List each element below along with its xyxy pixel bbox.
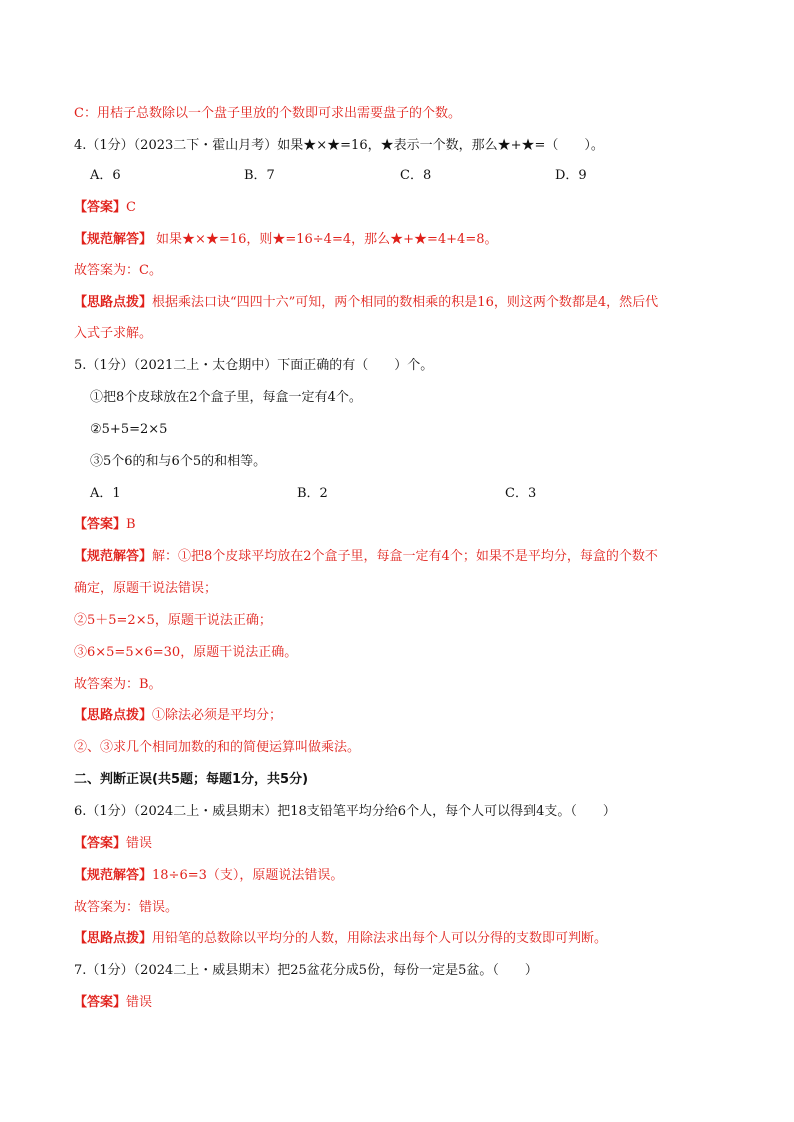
q7-answer — [74, 993, 152, 1013]
q6-conclusion: 故答案为：错误。 — [74, 900, 179, 915]
q5-explanation-3: ③6×5=5×6=30，原题干说法正确。 — [74, 645, 298, 660]
question-7: 7.（1分）（2024二上・威县期末）把25盆花分成5份，每份一定是5盆。（ ） — [74, 963, 538, 978]
question-6: 6.（1分）（2024二上・威县期末）把18支铅笔平均分给6个人，每个人可以得到4支。（ ） — [74, 804, 616, 819]
answer-label: 【答案】 — [74, 995, 127, 1010]
answer-label: 【答案】 — [74, 836, 127, 851]
explanation-label: 【规范解答】 — [74, 868, 153, 883]
q4-answer — [74, 198, 136, 218]
q5-statement-3: ③5个6的和与6个5的和相等。 — [90, 454, 267, 469]
q5-tip — [74, 706, 282, 726]
explanation-label: 【规范解答】 — [74, 232, 153, 247]
q6-answer — [74, 834, 152, 854]
q4-tip-text: 根据乘法口诀“四四十六”可知，两个相同的数相乘的积是16，则这两个数都是4，然后代 — [152, 295, 659, 310]
q4-option-a: A．6 — [90, 168, 121, 183]
q5-answer-value: B — [126, 517, 136, 532]
q5-option-b: B．2 — [297, 486, 328, 501]
tip-label: 【思路点拨】 — [74, 931, 153, 946]
q4-answer-value: C — [126, 200, 136, 215]
q4-explanation-text: 如果★×★=16，则★=16÷4=4，那么★+★=4+4=8。 — [156, 232, 498, 247]
q5-statement-1: ①把8个皮球放在2个盒子里，每盒一定有4个。 — [90, 390, 362, 405]
q4-option-b: B．7 — [244, 168, 275, 183]
q5-statement-2: ②5+5=2×5 — [90, 422, 168, 437]
section-heading: 二、判断正误(共5题；每题1分，共5分) — [74, 772, 309, 787]
q3-analysis-c: C：用桔子总数除以一个盘子里放的个数即可求出需要盘子的个数。 — [74, 106, 461, 121]
tip-label: 【思路点拨】 — [74, 708, 153, 723]
q5-explanation-2: ②5＋5=2×5，原题干说法正确； — [74, 613, 272, 628]
q5-explanation — [74, 547, 658, 567]
q4-option-c: C．8 — [400, 168, 432, 183]
q5-explanation-cont: 确定，原题干说法错误； — [74, 581, 218, 596]
q4-conclusion: 故答案为：C。 — [74, 263, 162, 278]
q6-explanation-text: 18÷6=3（支），原题说法错误。 — [152, 868, 344, 883]
answer-label: 【答案】 — [74, 200, 127, 215]
answer-label: 【答案】 — [74, 517, 127, 532]
q6-answer-value: 错误 — [126, 836, 153, 851]
question-4: 4.（1分）（2023二下・霍山月考）如果★×★=16，★表示一个数，那么★+★=（ ）。 — [74, 138, 604, 153]
q5-explanation-text: 解：①把8个皮球平均放在2个盒子里，每盒一定有4个；如果不是平均分，每盒的个数不 — [152, 549, 658, 564]
q4-tip-cont: 入式子求解。 — [74, 326, 153, 341]
q5-tip-text: ①除法必须是平均分； — [152, 708, 283, 723]
q6-explanation — [74, 866, 343, 886]
q4-explanation — [74, 230, 498, 250]
q5-option-c: C．3 — [505, 486, 537, 501]
explanation-label: 【规范解答】 — [74, 549, 153, 564]
q4-tip — [74, 293, 658, 313]
q4-option-d: D．9 — [555, 168, 587, 183]
q7-answer-value: 错误 — [126, 995, 153, 1010]
q5-conclusion: 故答案为：B。 — [74, 677, 162, 692]
q6-tip-text: 用铅笔的总数除以平均分的人数，用除法求出每个人可以分得的支数即可判断。 — [152, 931, 608, 946]
question-5: 5.（1分）（2021二上・太仓期中）下面正确的有（ ）个。 — [74, 358, 434, 373]
q5-option-a: A．1 — [90, 486, 121, 501]
q5-answer — [74, 515, 136, 535]
tip-label: 【思路点拨】 — [74, 295, 153, 310]
q5-tip-cont: ②、③求几个相同加数的和的简便运算叫做乘法。 — [74, 740, 361, 755]
q6-tip — [74, 929, 607, 949]
